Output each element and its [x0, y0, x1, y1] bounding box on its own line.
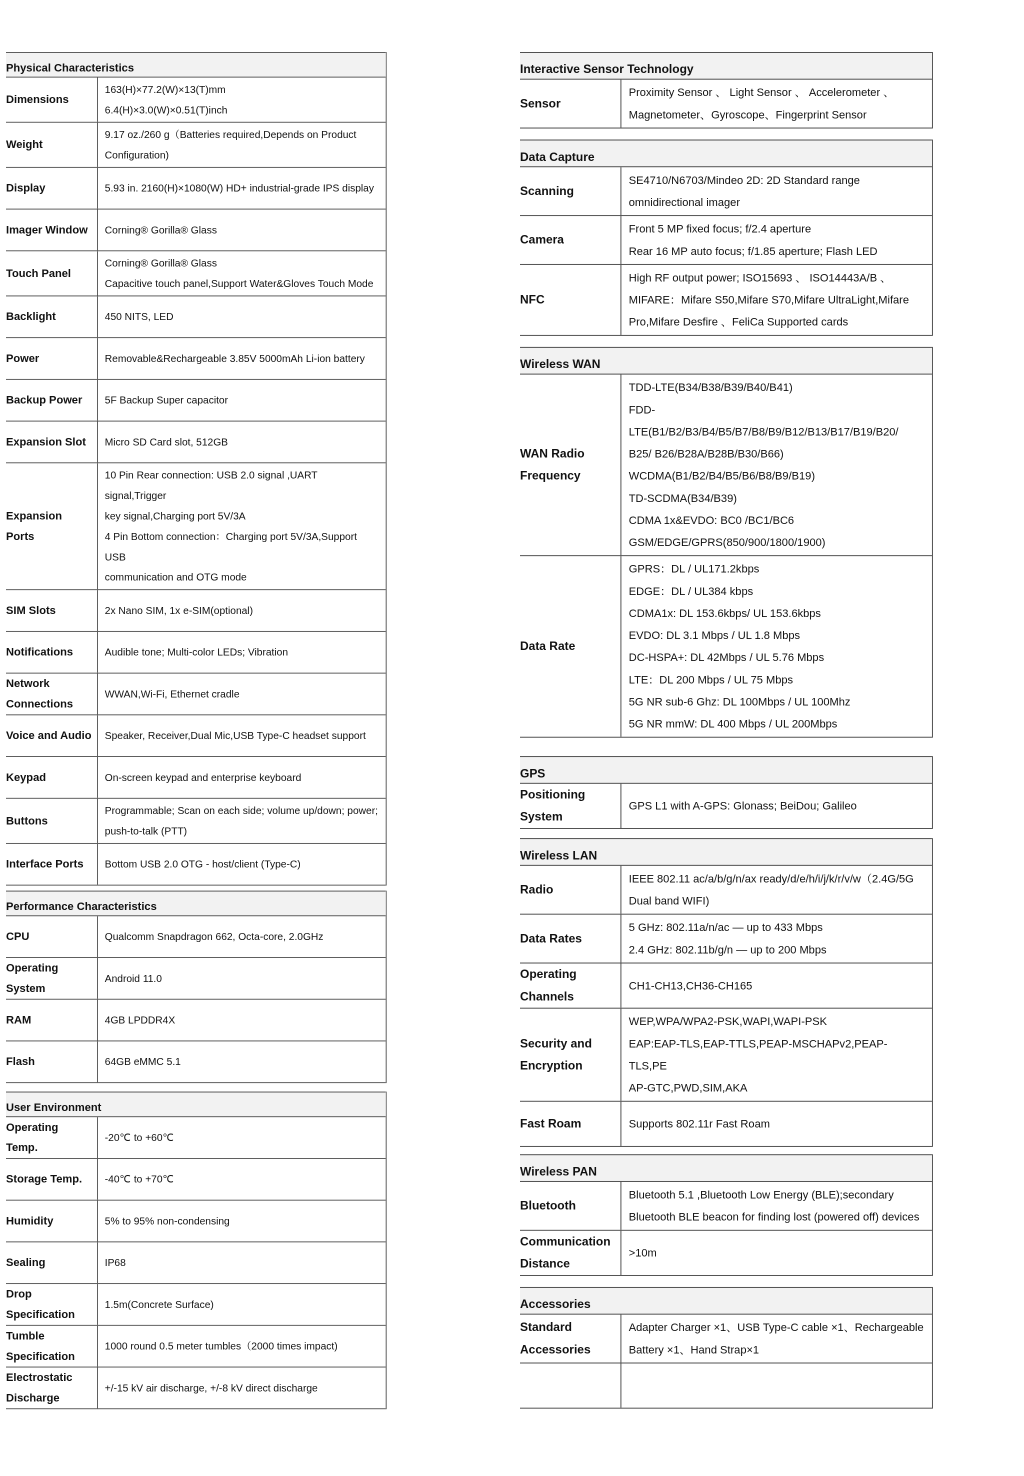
spec-label: WAN Radio Frequency: [520, 375, 621, 556]
spec-value-line: 163(H)×77.2(W)×13(T)mm: [104, 83, 226, 96]
spec-value-line: Supports 802.11r Fast Roam: [628, 1117, 770, 1131]
spec-label: Dimensions: [6, 78, 98, 122]
spec-row-operating-channels: [520, 963, 932, 1008]
spec-value: [98, 1284, 386, 1325]
spec-label: Tumble Specification: [6, 1326, 98, 1367]
spec-row-blank: [520, 1363, 932, 1408]
spec-label: Keypad: [6, 757, 98, 798]
spec-row-security-and-encryption: [520, 1009, 932, 1102]
spec-value-line: Removable&Rechargeable 3.85V 5000mAh Li-ion battery: [104, 352, 365, 365]
spec-label: Backlight: [6, 296, 98, 337]
spec-label: Power: [6, 338, 98, 379]
spec-value: [621, 1363, 932, 1407]
spec-label: Weight: [6, 123, 98, 167]
spec-row-backup-power: [6, 380, 386, 422]
spec-value: [98, 715, 386, 756]
spec-value-line: Corning® Gorilla® Glass: [104, 257, 217, 270]
spec-row-operating-system: [6, 958, 386, 1000]
spec-value-line: 5.93 in. 2160(H)×1080(W) HD+ industrial-grade IPS display: [104, 182, 374, 195]
spec-label: CPU: [6, 916, 98, 957]
spec-value-line: Programmable; Scan on each side; volume up/down; power;: [104, 804, 378, 817]
spec-label: Backup Power: [6, 380, 98, 421]
spec-row-data-rate: [520, 556, 932, 738]
spec-value: [98, 799, 386, 843]
spec-label: [520, 1363, 621, 1407]
spec-value: [98, 1367, 386, 1408]
spec-label: Voice and Audio: [6, 715, 98, 756]
spec-row-radio: [520, 866, 932, 915]
spec-value-line: >10m: [628, 1246, 657, 1260]
spec-value: [621, 167, 932, 215]
spec-value-line: Qualcomm Snapdragon 662, Octa-core, 2.0GHz: [104, 930, 324, 943]
spec-value-line: EDGE：DL / UL384 kbps: [628, 584, 754, 598]
section-data-capture: [520, 140, 933, 336]
spec-row-scanning: [520, 167, 932, 216]
spec-value: [621, 1009, 932, 1101]
spec-label: Security and Encryption: [520, 1009, 621, 1101]
spec-row-cpu: [6, 916, 386, 958]
spec-row-sealing: [6, 1242, 386, 1284]
spec-row-touch-panel: [6, 251, 386, 296]
spec-label: Data Rate: [520, 556, 621, 737]
spec-label: Storage Temp.: [6, 1159, 98, 1200]
section-title: User Environment: [6, 1092, 386, 1118]
spec-value: [98, 958, 386, 999]
spec-value-line: 64GB eMMC 5.1: [104, 1055, 181, 1068]
spec-value-line: -20℃ to +60℃: [104, 1131, 175, 1144]
spec-value: [621, 1315, 932, 1363]
spec-value-line: Adapter Charger ×1、USB Type-C cable ×1、Rechargeable: [628, 1321, 924, 1334]
spec-value-line: GSM/EDGE/GPRS(850/900/1800/1900): [628, 535, 826, 549]
spec-value: [98, 590, 386, 631]
section-title: Wireless PAN: [520, 1154, 932, 1182]
spec-value-line: GPS L1 with A-GPS: Glonass; BeiDou; Galileo: [628, 799, 857, 813]
spec-value-line: WEP,WPA/WPA2-PSK,WAPI,WAPI-PSK: [628, 1015, 828, 1028]
spec-label: Sensor: [520, 80, 621, 128]
spec-value-line: Bluetooth 5.1 ,Bluetooth Low Energy (BLE);secondary: [628, 1188, 894, 1202]
spec-row-sim-slots: [6, 590, 386, 632]
spec-row-backlight: [6, 296, 386, 338]
section-gps: [520, 756, 933, 829]
spec-value-line: EAP:EAP-TLS,EAP-TTLS,PEAP-MSCHAPv2,PEAP-TLS,PE: [628, 1037, 888, 1073]
spec-label: Buttons: [6, 799, 98, 843]
spec-value-line: AP-GTC,PWD,SIM,AKA: [628, 1081, 748, 1095]
spec-value: [98, 1242, 386, 1283]
spec-value: [98, 674, 386, 715]
spec-value: [621, 265, 932, 335]
spec-value-line: Rear 16 MP auto focus; f/1.85 aperture; Flash LED: [628, 244, 878, 258]
spec-label: Operating Channels: [520, 963, 621, 1007]
section-title: Performance Characteristics: [6, 891, 386, 917]
spec-label: Drop Specification: [6, 1284, 98, 1325]
spec-value-line: Bluetooth BLE beacon for finding lost (powered off) devices: [628, 1210, 920, 1224]
spec-value: [621, 963, 932, 1007]
section-title: Accessories: [520, 1287, 932, 1315]
spec-value-line: Dual band WIFI): [628, 894, 710, 908]
spec-row-flash: [6, 1041, 386, 1083]
spec-row-expansion-slot: [6, 422, 386, 464]
spec-row-positioning-system: [520, 784, 932, 829]
spec-row-weight: [6, 123, 386, 168]
spec-value-line: Pro,Mifare Desfire 、FeliCa Supported cards: [628, 315, 849, 329]
spec-label: Camera: [520, 216, 621, 264]
spec-value-line: TDD-LTE(B34/B38/B39/B40/B41): [628, 381, 793, 394]
spec-value-line: FDD-LTE(B1/B2/B3/B4/B5/B7/B8/B9/B12/B13/B17/B19/B20/: [628, 403, 899, 439]
spec-value-line: Android 11.0: [104, 972, 162, 985]
spec-value: [98, 1000, 386, 1041]
spec-value-line: key signal,Charging port 5V/3A: [104, 510, 246, 522]
spec-value-line: +/-15 kV air discharge, +/-8 kV direct discharge: [104, 1381, 318, 1394]
section-title: Wireless WAN: [520, 347, 932, 375]
spec-value-line: -40℃ to +70℃: [104, 1173, 175, 1186]
spec-value: [98, 296, 386, 337]
spec-row-network-connections: [6, 674, 386, 716]
spec-label: Expansion Slot: [6, 422, 98, 463]
section-title: GPS: [520, 756, 932, 784]
spec-row-drop-specification: [6, 1284, 386, 1326]
spec-label: Expansion Ports: [6, 463, 98, 589]
spec-value: [98, 632, 386, 673]
spec-value-line: SE4710/N6703/Mindeo 2D: 2D Standard range: [628, 173, 860, 187]
spec-value-line: 450 NITS, LED: [104, 310, 174, 323]
spec-value: [98, 1159, 386, 1200]
section-performance-characteristics: [6, 891, 387, 1083]
spec-row-humidity: [6, 1201, 386, 1243]
spec-row-dimensions: [6, 78, 386, 123]
spec-value-line: 5% to 95% non-condensing: [104, 1215, 230, 1227]
spec-value-line: Configuration): [104, 149, 169, 161]
spec-value-line: 1000 round 0.5 meter tumbles（2000 times impact): [104, 1340, 338, 1353]
spec-value: [621, 556, 932, 737]
spec-label: Touch Panel: [6, 251, 98, 295]
spec-value: [98, 380, 386, 421]
spec-row-ram: [6, 1000, 386, 1042]
spec-label: Scanning: [520, 167, 621, 215]
section-wireless-pan: [520, 1154, 933, 1276]
spec-value-line: 5G NR mmW: DL 400 Mbps / UL 200Mbps: [628, 717, 838, 731]
spec-row-buttons: [6, 799, 386, 844]
spec-value-line: Front 5 MP fixed focus; f/2.4 aperture: [628, 222, 812, 236]
spec-value: [98, 1117, 386, 1158]
spec-value-line: IP68: [104, 1256, 126, 1269]
spec-label: Imager Window: [6, 210, 98, 251]
spec-value-line: 5 GHz: 802.11a/n/ac — up to 433 Mbps: [628, 921, 823, 934]
section-title: Wireless LAN: [520, 838, 932, 866]
spec-value-line: CH1-CH13,CH36-CH165: [628, 979, 753, 993]
spec-row-display: [6, 168, 386, 210]
spec-value: [621, 1231, 932, 1275]
spec-value-line: EVDO: DL 3.1 Mbps / UL 1.8 Mbps: [628, 628, 801, 642]
spec-label: Sealing: [6, 1242, 98, 1283]
spec-value-line: 1.5m(Concrete Surface): [104, 1298, 214, 1311]
spec-label: NFC: [520, 265, 621, 335]
section-interactive-sensor-technology: [520, 52, 933, 128]
spec-value-line: 9.17 oz./260 g（Batteries required,Depends on Product: [104, 128, 357, 141]
spec-value: [98, 251, 386, 295]
spec-row-operating-temp: [6, 1117, 386, 1159]
spec-value: [621, 1182, 932, 1230]
spec-value-line: 4GB LPDDR4X: [104, 1014, 176, 1027]
spec-row-voice-and-audio: [6, 715, 386, 757]
spec-value: [98, 210, 386, 251]
spec-row-sensor: [520, 80, 932, 129]
spec-value-line: 2.4 GHz: 802.11b/g/n — up to 200 Mbps: [628, 943, 827, 957]
spec-row-standard-accessories: [520, 1315, 932, 1364]
spec-value-line: TD-SCDMA(B34/B39): [628, 491, 737, 505]
spec-value-line: IEEE 802.11 ac/a/b/g/n/ax ready/d/e/h/i/j/k/r/v/w（2.4G/5G: [628, 872, 914, 886]
spec-value: [98, 1326, 386, 1367]
spec-label: Communication Distance: [520, 1231, 621, 1275]
spec-value-line: 4 Pin Bottom connection：Charging port 5V/3A,Support USB: [104, 530, 357, 563]
spec-value: [98, 757, 386, 798]
spec-label: Notifications: [6, 632, 98, 673]
spec-row-camera: [520, 216, 932, 265]
spec-value-line: LTE：DL 200 Mbps / UL 75 Mbps: [628, 673, 794, 687]
spec-value-line: Battery ×1、Hand Strap×1: [628, 1343, 760, 1357]
spec-value: [98, 1201, 386, 1242]
spec-label: Data Rates: [520, 915, 621, 963]
section-title: Interactive Sensor Technology: [520, 52, 932, 80]
spec-value-line: Bottom USB 2.0 OTG - host/client (Type-C): [104, 858, 301, 871]
spec-value: [621, 915, 932, 963]
spec-label: Operating System: [6, 958, 98, 999]
spec-label: Positioning System: [520, 784, 621, 828]
spec-label: Standard Accessories: [520, 1315, 621, 1363]
spec-value-line: WCDMA(B1/B2/B4/B5/B6/B8/B9/B19): [628, 469, 816, 483]
spec-label: Humidity: [6, 1201, 98, 1242]
spec-value-line: GPRS：DL / UL171.2kbps: [628, 562, 760, 576]
spec-label: Fast Roam: [520, 1102, 621, 1146]
section-title: Data Capture: [520, 140, 932, 168]
left-column: [6, 52, 387, 1416]
spec-value-line: CDMA 1x&EVDO: BC0 /BC1/BC6: [628, 513, 795, 527]
spec-row-data-rates: [520, 915, 932, 964]
spec-label: Bluetooth: [520, 1182, 621, 1230]
spec-value: [621, 784, 932, 828]
spec-row-keypad: [6, 757, 386, 799]
spec-row-bluetooth: [520, 1182, 932, 1231]
spec-value: [621, 1102, 932, 1146]
spec-value-line: Micro SD Card slot, 512GB: [104, 435, 228, 448]
spec-value: [98, 78, 386, 122]
section-user-environment: [6, 1092, 387, 1410]
spec-row-imager-window: [6, 210, 386, 252]
spec-value-line: push-to-talk (PTT): [104, 825, 188, 838]
spec-value: [98, 1041, 386, 1082]
spec-label: Operating Temp.: [6, 1117, 98, 1158]
section-wireless-lan: [520, 838, 933, 1147]
spec-value-line: MIFARE：Mifare S50,Mifare S70,Mifare UltraLight,Mifare: [628, 293, 910, 307]
spec-value: [621, 216, 932, 264]
spec-row-interface-ports: [6, 844, 386, 886]
spec-value-line: High RF output power; ISO15693 、 ISO14443A/B 、: [628, 271, 892, 285]
spec-value-line: Corning® Gorilla® Glass: [104, 223, 217, 236]
spec-row-electrostatic-discharge: [6, 1367, 386, 1409]
spec-row-storage-temp: [6, 1159, 386, 1201]
section-wireless-wan: [520, 347, 933, 738]
spec-value: [98, 168, 386, 209]
spec-value-line: Capacitive touch panel,Support Water&Gloves Touch Mode: [104, 277, 374, 290]
spec-value-line: communication and OTG mode: [104, 571, 247, 584]
section-accessories: [520, 1287, 933, 1409]
spec-label: Flash: [6, 1041, 98, 1082]
spec-value: [98, 463, 386, 589]
spec-value-line: B25/ B26/B28A/B28B/B30/B66): [628, 447, 784, 461]
spec-row-notifications: [6, 632, 386, 674]
section-physical-characteristics: [6, 52, 387, 886]
spec-value-line: omnidirectional imager: [628, 195, 741, 209]
section-title: Physical Characteristics: [6, 52, 386, 78]
spec-value: [98, 916, 386, 957]
spec-row-communication-distance: [520, 1231, 932, 1276]
spec-value: [98, 844, 386, 885]
spec-row-tumble-specification: [6, 1326, 386, 1368]
spec-value-line: 5G NR sub-6 Ghz: DL 100Mbps / UL 100Mhz: [628, 695, 851, 709]
spec-value-line: Proximity Sensor 、 Light Sensor 、 Accelerometer 、: [628, 86, 895, 100]
spec-value-line: Speaker, Receiver,Dual Mic,USB Type-C headset support: [104, 729, 366, 742]
spec-value-line: Audible tone; Multi-color LEDs; Vibration: [104, 646, 289, 659]
right-column: [520, 52, 933, 1416]
spec-value-line: 6.4(H)×3.0(W)×0.51(T)inch: [104, 103, 228, 116]
spec-row-wan-radio-frequency: [520, 375, 932, 557]
spec-label: Electrostatic Discharge: [6, 1367, 98, 1408]
spec-value-line: DC-HSPA+: DL 42Mbps / UL 5.76 Mbps: [628, 651, 825, 664]
spec-row-fast-roam: [520, 1102, 932, 1147]
spec-value-line: 5F Backup Super capacitor: [104, 394, 229, 407]
spec-value-line: WWAN,Wi-Fi, Ethernet cradle: [104, 688, 240, 700]
spec-value: [98, 338, 386, 379]
spec-value-line: 10 Pin Rear connection: USB 2.0 signal ,UART signal,Trigger: [104, 469, 318, 502]
spec-label: Network Connections: [6, 674, 98, 715]
spec-label: Radio: [520, 866, 621, 914]
spec-row-expansion-ports: [6, 463, 386, 590]
spec-value: [98, 123, 386, 167]
spec-label: Display: [6, 168, 98, 209]
spec-label: RAM: [6, 1000, 98, 1041]
spec-label: Interface Ports: [6, 844, 98, 885]
spec-row-nfc: [520, 265, 932, 336]
spec-value: [621, 375, 932, 556]
spec-row-power: [6, 338, 386, 380]
spec-value: [621, 866, 932, 914]
spec-value-line: Magnetometer、Gyroscope、Fingerprint Sensor: [628, 108, 867, 122]
spec-label: SIM Slots: [6, 590, 98, 631]
spec-value-line: CDMA1x: DL 153.6kbps/ UL 153.6kbps: [628, 606, 821, 620]
spec-value-line: 2x Nano SIM, 1x e-SIM(optional): [104, 604, 253, 617]
spec-value-line: On-screen keypad and enterprise keyboard: [104, 771, 302, 784]
spec-value: [98, 422, 386, 463]
spec-value: [621, 80, 932, 128]
